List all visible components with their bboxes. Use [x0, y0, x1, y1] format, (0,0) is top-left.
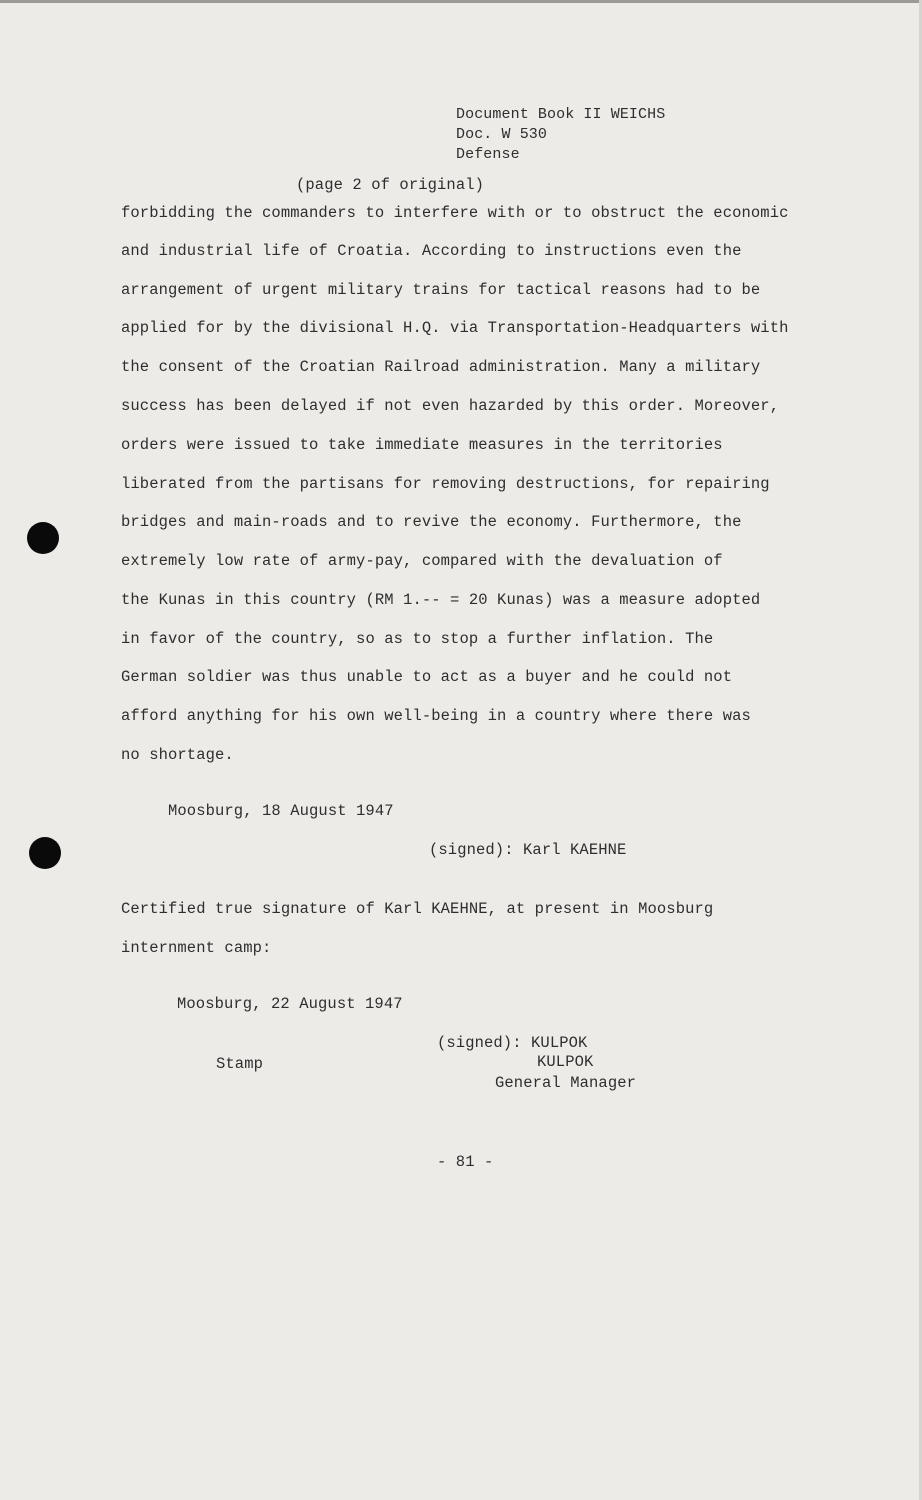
page-reference: (page 2 of original)	[296, 176, 485, 194]
punch-hole-upper	[27, 522, 59, 554]
body-line: and industrial life of Croatia. According to instructions even the	[121, 242, 742, 260]
header-document-book: Document Book II WEICHS	[456, 106, 666, 123]
page-number: - 81 -	[437, 1153, 494, 1171]
header-section: Defense	[456, 146, 520, 163]
certification-line: Certified true signature of Karl KAEHNE, at present in Moosburg	[121, 900, 714, 918]
body-line: applied for by the divisional H.Q. via Transportation-Headquarters with	[121, 319, 789, 337]
body-line: bridges and main-roads and to revive the economy. Furthermore, the	[121, 513, 742, 531]
punch-hole-lower	[29, 837, 61, 869]
body-line: success has been delayed if not even hazarded by this order. Moreover,	[121, 397, 780, 415]
header-doc-number: Doc. W 530	[456, 126, 548, 143]
body-line: liberated from the partisans for removing destructions, for repairing	[121, 475, 770, 493]
body-line: afford anything for his own well-being in a country where there was	[121, 707, 751, 725]
top-edge	[0, 0, 922, 3]
body-line: extremely low rate of army-pay, compared with the devaluation of	[121, 552, 723, 570]
body-line: no shortage.	[121, 746, 234, 764]
signer-name: KULPOK	[537, 1053, 594, 1071]
body-line: orders were issued to take immediate measures in the territories	[121, 436, 723, 454]
signer-title: General Manager	[495, 1074, 637, 1092]
stamp-label: Stamp	[216, 1055, 264, 1073]
body-line: in favor of the country, so as to stop a further inflation. The	[121, 630, 714, 648]
body-line: arrangement of urgent military trains for tactical reasons had to be	[121, 281, 761, 299]
certification-line: internment camp:	[121, 939, 272, 957]
place-date-first: Moosburg, 18 August 1947	[168, 802, 394, 820]
place-date-second: Moosburg, 22 August 1947	[177, 995, 403, 1013]
body-line: German soldier was thus unable to act as a buyer and he could not	[121, 668, 733, 686]
signature-kaehne: (signed): Karl KAEHNE	[429, 841, 627, 859]
body-line: the consent of the Croatian Railroad administration. Many a military	[121, 358, 761, 376]
body-line: forbidding the commanders to interfere with or to obstruct the economic	[121, 204, 789, 222]
body-line: the Kunas in this country (RM 1.-- = 20 Kunas) was a measure adopted	[121, 591, 761, 609]
signature-kulpok: (signed): KULPOK	[437, 1034, 588, 1052]
